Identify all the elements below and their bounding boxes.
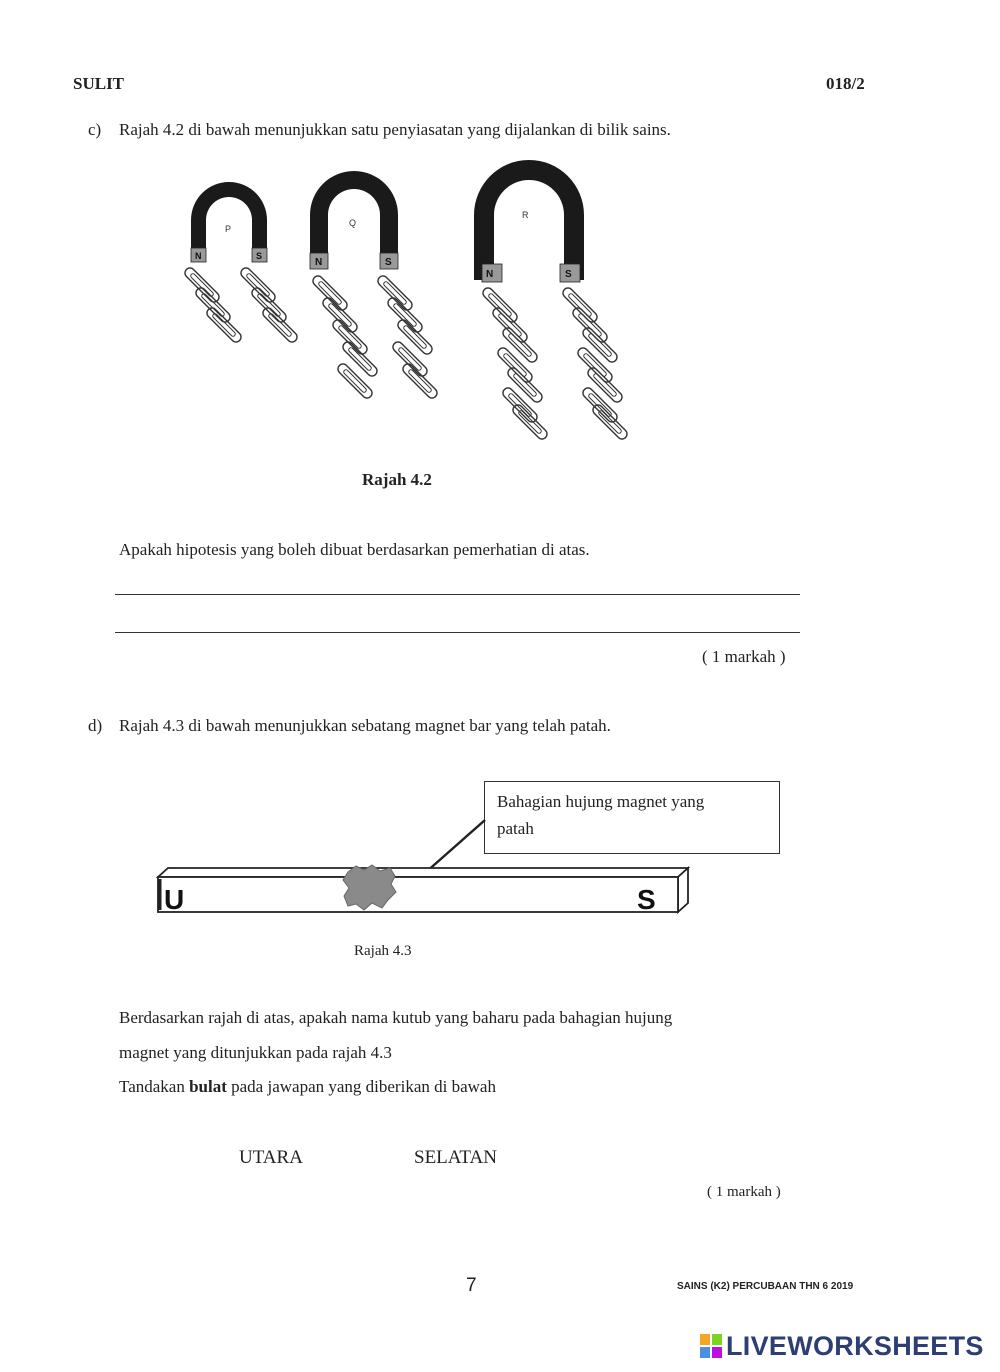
magnet-q-label: Q (349, 218, 357, 228)
question-d-instruction (119, 1073, 496, 1101)
question-d-line-1: Berdasarkan rajah di atas, apakah nama kutub yang baharu pada bahagian hujung (119, 1008, 673, 1027)
page-number: 7 (466, 1275, 477, 1296)
callout-line-1: Bahagian hujung magnet yang (497, 792, 705, 811)
liveworksheets-logo-icon (700, 1334, 722, 1358)
magnet-p-label: P (225, 224, 232, 234)
instruction-bold-word: bulat (189, 1077, 227, 1096)
paperclips-r-south (561, 286, 629, 441)
magnet-q (310, 171, 398, 269)
figure-4-3-caption: Rajah 4.3 (354, 943, 412, 959)
pole-right-label: S (637, 884, 656, 915)
figure-4-2-caption: Rajah 4.2 (362, 470, 432, 489)
question-d-marks: ( 1 markah ) (707, 1184, 781, 1200)
question-c-prompt: Rajah 4.2 di bawah menunjukkan satu penyiasatan yang dijalankan di bilik sains. (119, 120, 671, 139)
question-c-prefix: c) (88, 120, 102, 139)
bar-magnet (158, 868, 688, 912)
paperclips-p-south (239, 266, 299, 344)
exam-title: SAINS (K2) PERCUBAAN THN 6 2019 (677, 1281, 854, 1292)
magnet-r-south: S (565, 269, 572, 280)
instruction-text-before: Tandakan (119, 1077, 190, 1096)
question-d-prompt: Rajah 4.3 di bawah menunjukkan sebatang magnet bar yang telah patah. (119, 716, 611, 735)
magnet-r-label: R (522, 210, 529, 220)
question-c-question: Apakah hipotesis yang boleh dibuat berdasarkan pemerhatian di atas. (119, 540, 590, 559)
callout-line-2: patah (497, 819, 534, 838)
magnet-q-south: S (385, 257, 392, 268)
liveworksheets-brand: LIVEWORKSHEETS (726, 1331, 984, 1361)
header-right: 018/2 (826, 74, 865, 93)
question-d-line-2: magnet yang ditunjukkan pada rajah 4.3 (119, 1043, 392, 1062)
question-d-prefix: d) (88, 716, 103, 735)
figure-4-3 (150, 800, 700, 920)
magnet-p (191, 182, 267, 262)
instruction-text-after: pada jawapan yang diberikan di bawah (226, 1077, 496, 1096)
paperclips-r-north (481, 286, 549, 441)
paperclips-p-north (183, 266, 243, 344)
paperclips-q-north (311, 274, 379, 400)
magnet-q-north: N (315, 257, 323, 268)
magnet-r-north: N (486, 269, 494, 280)
option-utara[interactable]: UTARA (239, 1147, 303, 1168)
pole-left-label: U (164, 884, 185, 915)
answer-line-2[interactable] (115, 632, 800, 633)
question-c-marks: ( 1 markah ) (702, 647, 786, 666)
answer-line-1[interactable] (115, 594, 800, 595)
magnet-r (474, 160, 584, 282)
option-selatan[interactable]: SELATAN (414, 1147, 497, 1168)
magnet-p-north: N (195, 251, 202, 261)
paperclips-q-south (376, 274, 439, 400)
header-left: SULIT (73, 74, 125, 93)
magnet-p-south: S (256, 251, 263, 261)
figure-4-2 (160, 150, 660, 450)
